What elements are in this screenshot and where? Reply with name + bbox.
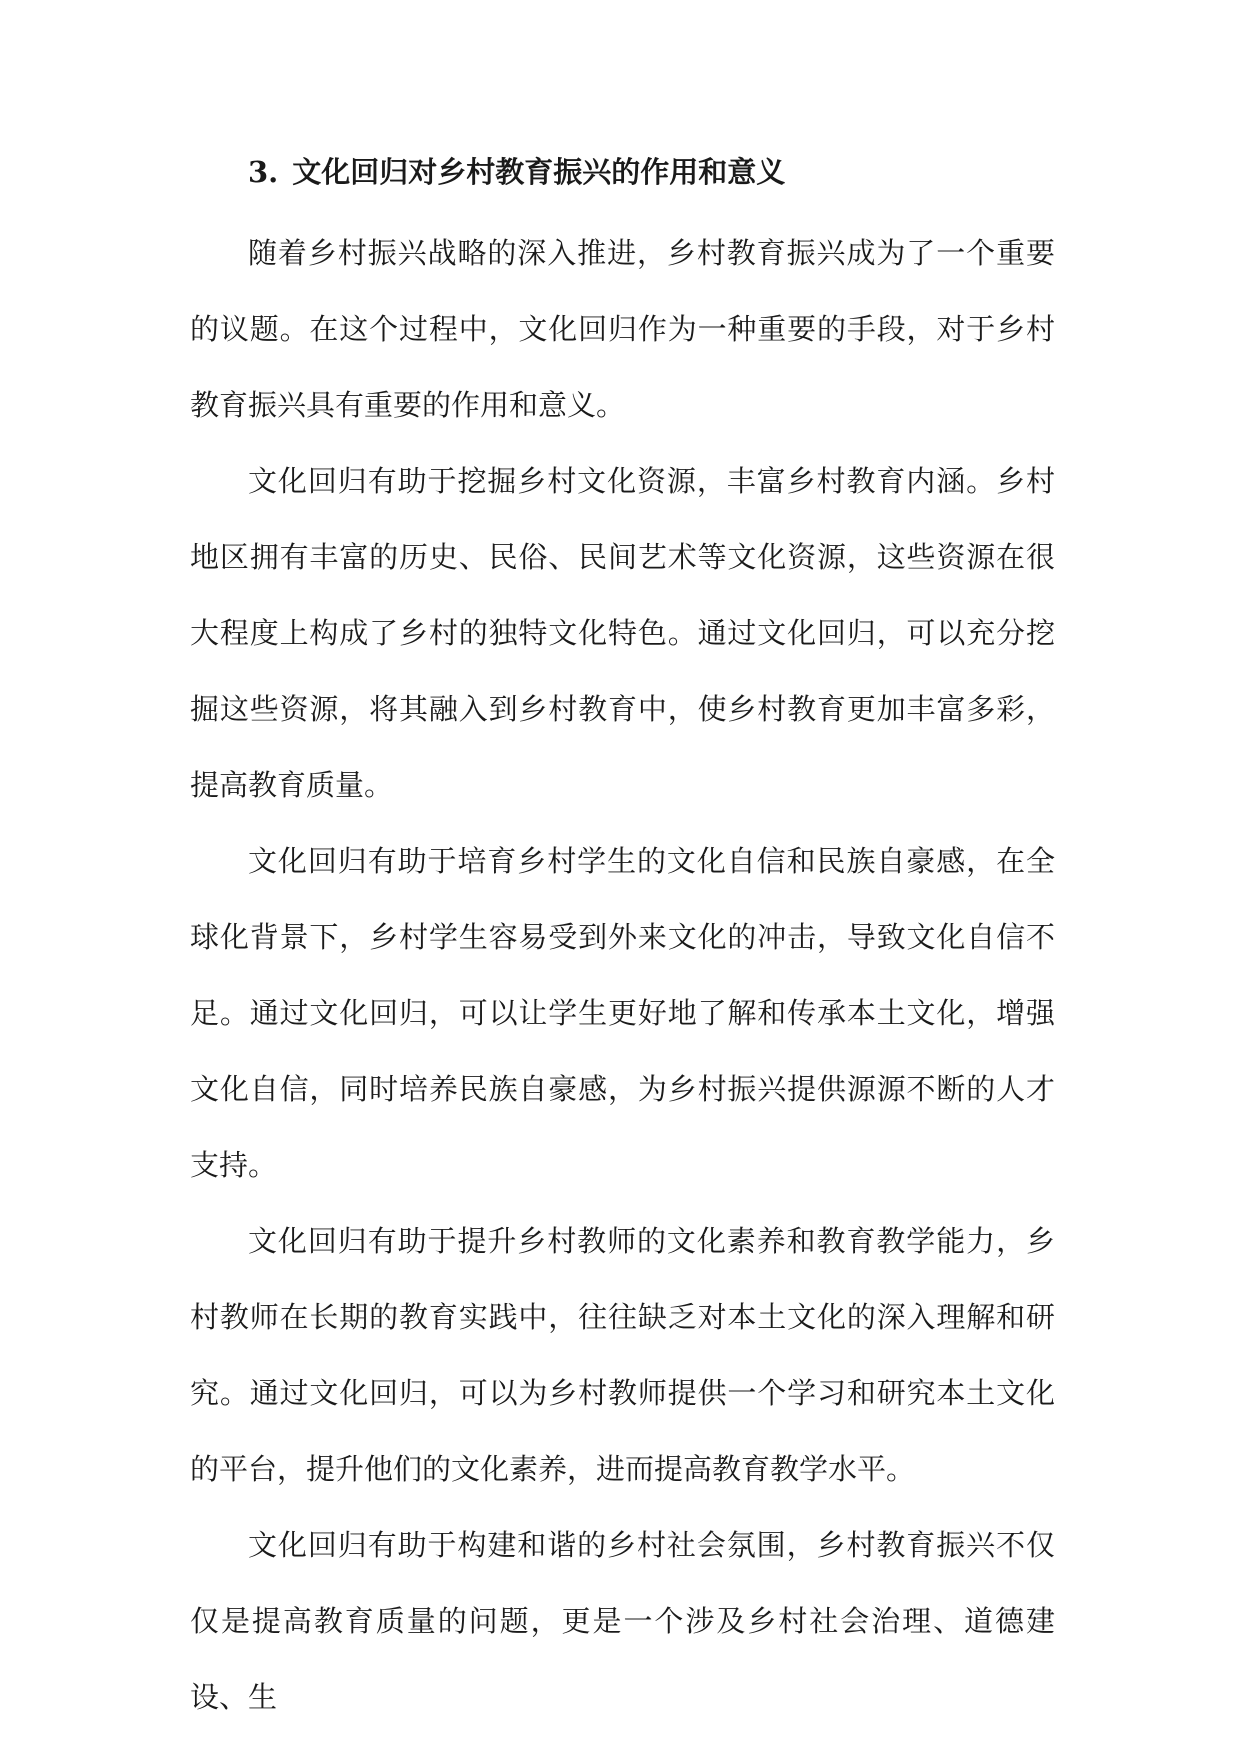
paragraph: 文化回归有助于构建和谐的乡村社会氛围，乡村教育振兴不仅仅是提高教育质量的问题，更是一个涉及乡村社会治理、道德建设、生: [190, 1528, 1055, 1714]
paragraph: 文化回归有助于挖掘乡村文化资源，丰富乡村教育内涵。乡村地区拥有丰富的历史、民俗、民间艺术等文化资源，这些资源在很大程度上构成了乡村的独特文化特色。通过文化回归，可以充分挖掘这些资源，将其融入到乡村教育中，使乡村教育更加丰富多彩，提高教育质量。: [190, 464, 1055, 802]
section-heading: [248, 150, 785, 194]
section-number: 3.: [248, 155, 279, 189]
paragraph: 随着乡村振兴战略的深入推进，乡村教育振兴成为了一个重要的议题。在这个过程中，文化回归作为一种重要的手段，对于乡村教育振兴具有重要的作用和意义。: [190, 236, 1055, 422]
section-title: 文化回归对乡村教育振兴的作用和意义: [292, 155, 786, 189]
paragraph: 文化回归有助于提升乡村教师的文化素养和教育教学能力，乡村教师在长期的教育实践中，往往缺乏对本土文化的深入理解和研究。通过文化回归，可以为乡村教师提供一个学习和研究本土文化的平台，提升他们的文化素养，进而提高教育教学水平。: [190, 1224, 1055, 1486]
paragraph: 文化回归有助于培育乡村学生的文化自信和民族自豪感，在全球化背景下，乡村学生容易受到外来文化的冲击，导致文化自信不足。通过文化回归，可以让学生更好地了解和传承本土文化，增强文化自信，同时培养民族自豪感，为乡村振兴提供源源不断的人才支持。: [190, 844, 1055, 1182]
body-text: [190, 215, 1055, 1735]
